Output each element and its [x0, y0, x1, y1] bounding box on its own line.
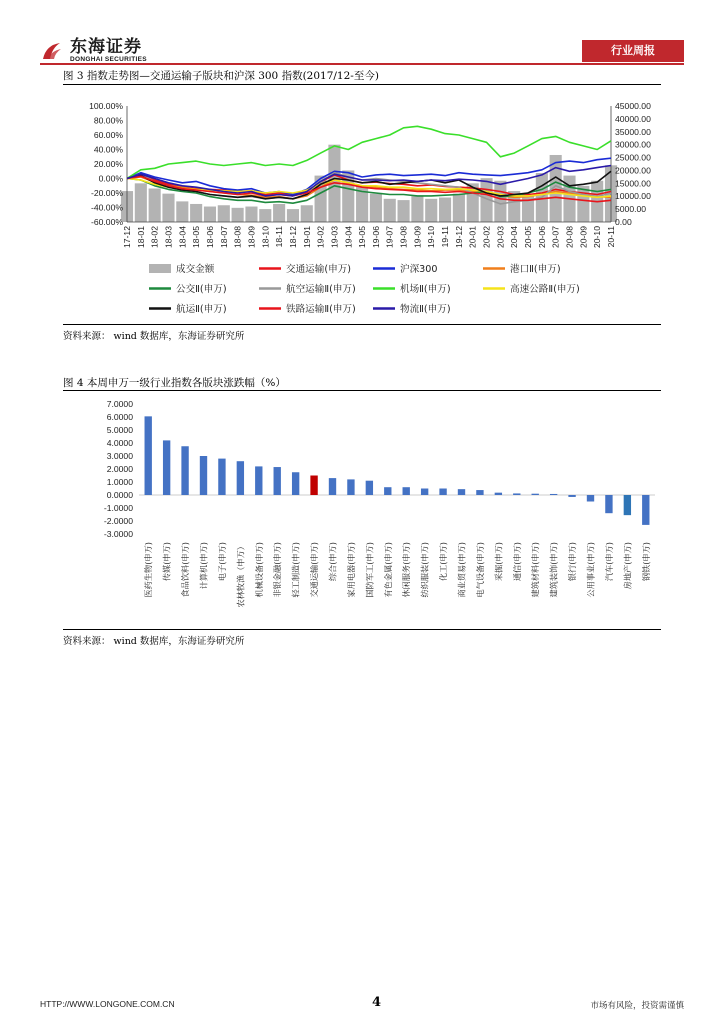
- logo-mark-icon: [40, 39, 64, 63]
- category-label: 机械设备(申万): [253, 542, 264, 598]
- y-right-tick-label: 5000.00: [615, 204, 647, 215]
- x-tick-label: 18-03: [163, 226, 174, 248]
- volume-bar: [577, 186, 589, 222]
- category-label: 交通运输(申万): [309, 542, 320, 598]
- figure4-bottom-rule: [63, 629, 661, 630]
- bar: [310, 476, 317, 496]
- x-tick-label: 18-07: [218, 226, 229, 248]
- x-tick-label: 20-05: [523, 226, 534, 248]
- y-right-tick-label: 10000.00: [615, 191, 651, 202]
- footer-url[interactable]: HTTP://WWW.LONGONE.COM.CN: [40, 999, 175, 1009]
- bar: [513, 493, 520, 495]
- category-label: 化工(申万): [438, 542, 449, 582]
- category-label: 非银金融(申万): [272, 542, 283, 598]
- legend-label: 铁路运输Ⅱ(申万): [286, 304, 356, 315]
- category-label: 采掘(申万): [493, 542, 504, 582]
- y-right-tick-label: 20000.00: [615, 165, 651, 176]
- y-right-tick-label: 0.00: [615, 217, 632, 227]
- y-right-tick-label: 25000.00: [615, 152, 651, 163]
- y-tick-label: 6.0000: [106, 412, 133, 422]
- y-right-tick-label: 45000.00: [615, 101, 651, 111]
- report-type-badge: 行业周报: [582, 40, 684, 62]
- x-tick-label: 18-02: [149, 226, 160, 248]
- figure4-bar-chart: [63, 392, 661, 630]
- category-label: 休闲服务(申万): [401, 542, 412, 598]
- y-left-tick-label: 20.00%: [93, 159, 123, 169]
- legend-label: 航运Ⅱ(申万): [176, 304, 227, 315]
- volume-bar: [273, 204, 285, 222]
- bar: [384, 487, 391, 495]
- x-tick-label: 19-03: [329, 226, 340, 248]
- volume-bar: [370, 194, 382, 222]
- x-tick-label: 20-08: [564, 226, 575, 248]
- volume-bar: [149, 188, 161, 222]
- x-tick-label: 18-06: [204, 226, 215, 248]
- legend-label: 航空运输Ⅱ(申万): [286, 284, 356, 295]
- volume-bar: [245, 207, 257, 222]
- bar: [347, 479, 354, 495]
- y-left-tick-label: 100.00%: [89, 101, 123, 111]
- category-label: 商业贸易(申万): [456, 542, 467, 598]
- category-label: 建筑材料(申万): [530, 542, 541, 598]
- y-tick-label: 2.0000: [106, 464, 133, 474]
- figure3-bottom-rule: [63, 324, 661, 325]
- bar: [145, 416, 152, 495]
- bar: [532, 494, 539, 495]
- bar: [181, 446, 188, 495]
- x-tick-label: 19-02: [315, 226, 326, 248]
- y-tick-label: -2.0000: [103, 516, 133, 526]
- category-label: 房地产(申万): [622, 542, 633, 590]
- legend-swatch: [149, 264, 171, 273]
- legend-label: 高速公路Ⅱ(申万): [510, 284, 580, 295]
- figure3-title: 图 3 指数走势图—交通运输子版块和沪深 300 指数(2017/12-至今): [63, 70, 379, 82]
- figure4-top-rule: [63, 390, 661, 391]
- bar: [476, 490, 483, 495]
- bar: [292, 472, 299, 495]
- figure3-top-rule: [63, 84, 661, 85]
- category-label: 国防军工(申万): [364, 542, 375, 598]
- x-tick-label: 18-08: [232, 226, 243, 248]
- x-tick-label: 19-09: [412, 226, 423, 248]
- y-right-tick-label: 30000.00: [615, 139, 651, 150]
- figure4-source: 资料来源： wind 数据库，东海证券研究所: [63, 636, 245, 647]
- bar: [605, 495, 612, 513]
- y-left-tick-label: -60.00%: [90, 217, 123, 227]
- x-tick-label: 18-04: [177, 226, 188, 248]
- category-label: 银行(申万): [567, 542, 578, 582]
- volume-bar: [384, 199, 396, 222]
- bar: [568, 495, 575, 497]
- volume-bar: [494, 181, 506, 222]
- y-tick-label: 0.0000: [106, 490, 133, 500]
- x-tick-label: 20-04: [509, 226, 520, 248]
- x-tick-label: 19-08: [398, 226, 409, 248]
- bar: [642, 495, 649, 525]
- volume-bar: [522, 194, 534, 222]
- volume-bar: [162, 194, 174, 222]
- page-header: [0, 0, 724, 70]
- y-right-tick-label: 40000.00: [615, 113, 651, 124]
- category-label: 综合(申万): [327, 542, 338, 582]
- category-label: 通信(申万): [511, 542, 522, 582]
- bar: [458, 489, 465, 495]
- company-name-cn: 东海证券: [70, 37, 142, 57]
- category-label: 建筑装饰(申万): [548, 542, 559, 598]
- volume-bar: [425, 199, 437, 222]
- x-tick-label: 18-10: [260, 226, 271, 248]
- figure4-title: 图 4 本周申万一级行业指数各版块涨跌幅（%）: [63, 377, 286, 389]
- bar: [255, 466, 262, 495]
- figure3-line-chart: [63, 86, 661, 322]
- legend-label: 沪深300: [400, 264, 438, 275]
- bar: [329, 478, 336, 495]
- x-tick-label: 20-01: [467, 226, 478, 248]
- y-tick-label: -1.0000: [103, 503, 133, 513]
- page-number: 4: [372, 995, 382, 1010]
- bar: [495, 493, 502, 495]
- y-left-tick-label: -40.00%: [90, 202, 123, 213]
- x-tick-label: 20-07: [550, 225, 561, 248]
- volume-bar: [232, 208, 244, 222]
- x-tick-label: 19-12: [453, 226, 464, 248]
- x-tick-label: 17-12: [122, 226, 132, 248]
- category-label: 电子(申万): [216, 542, 227, 582]
- x-tick-label: 20-06: [536, 226, 547, 248]
- x-tick-label: 19-05: [357, 226, 368, 248]
- x-tick-label: 18-12: [287, 226, 298, 248]
- category-label: 食品饮料(申万): [180, 542, 191, 598]
- volume-bar: [453, 194, 465, 222]
- bar: [200, 456, 207, 495]
- bar: [439, 489, 446, 496]
- y-tick-label: 3.0000: [106, 451, 133, 461]
- bar: [163, 440, 170, 495]
- bar: [237, 461, 244, 495]
- category-label: 电气设备(申万): [474, 542, 485, 598]
- risk-note: 市场有风险，投资需谨慎: [590, 1001, 684, 1011]
- volume-bar: [398, 200, 410, 222]
- legend-label: 物流Ⅱ(申万): [400, 304, 451, 315]
- volume-bar: [439, 198, 451, 222]
- bar: [587, 495, 594, 502]
- bar: [366, 481, 373, 495]
- x-tick-label: 19-11: [440, 226, 451, 248]
- category-label: 钢铁(申万): [640, 542, 651, 582]
- category-label: 公用事业(申万): [585, 542, 596, 598]
- legend-label: 公交Ⅱ(申万): [176, 284, 227, 295]
- category-label: 计算机(申万): [198, 542, 209, 590]
- x-tick-label: 19-07: [384, 226, 395, 248]
- header-divider: [40, 63, 684, 65]
- volume-bar: [204, 207, 216, 222]
- category-label: 纺织服装(申万): [419, 542, 430, 598]
- volume-bar: [259, 209, 271, 222]
- x-tick-label: 20-10: [592, 226, 603, 248]
- y-left-tick-label: 40.00%: [93, 144, 123, 155]
- bar: [403, 487, 410, 495]
- x-tick-label: 19-10: [426, 226, 437, 248]
- y-left-tick-label: 80.00%: [93, 115, 123, 126]
- volume-bar: [190, 204, 202, 222]
- y-right-tick-label: 35000.00: [615, 126, 651, 137]
- x-tick-label: 18-05: [191, 226, 202, 248]
- x-tick-label: 19-04: [343, 226, 354, 248]
- y-tick-label: -3.0000: [103, 529, 133, 539]
- y-tick-label: 4.0000: [106, 438, 133, 448]
- y-tick-label: 1.0000: [106, 477, 133, 487]
- category-label: 医药生物(申万): [143, 542, 154, 598]
- category-label: 轻工制造(申万): [290, 542, 301, 598]
- volume-bar: [135, 183, 147, 222]
- category-label: 传媒(申万): [161, 542, 172, 582]
- figure3-source: 资料来源： wind 数据库，东海证券研究所: [63, 331, 245, 342]
- x-tick-label: 18-09: [246, 226, 257, 248]
- legend-label: 交通运输(申万): [286, 264, 352, 275]
- y-tick-label: 5.0000: [106, 425, 133, 435]
- y-left-tick-label: 0.00%: [98, 173, 123, 184]
- legend-label: 港口Ⅱ(申万): [510, 264, 561, 275]
- volume-bar: [301, 205, 313, 222]
- bar: [624, 495, 631, 515]
- y-tick-label: 7.0000: [106, 399, 133, 409]
- x-tick-label: 20-09: [578, 226, 589, 248]
- legend-label: 机场Ⅱ(申万): [400, 284, 451, 295]
- bar: [218, 459, 225, 495]
- y-right-tick-label: 15000.00: [615, 178, 651, 189]
- bar: [550, 494, 557, 495]
- y-left-tick-label: 60.00%: [93, 130, 123, 140]
- volume-bar: [218, 205, 230, 222]
- category-label: 有色金属(申万): [382, 542, 393, 598]
- x-tick-label: 19-06: [370, 226, 381, 248]
- bar: [421, 489, 428, 496]
- category-label: 农林牧渔（申万）: [235, 542, 246, 608]
- x-tick-label: 19-01: [301, 226, 312, 248]
- y-left-tick-label: -20.00%: [90, 188, 123, 198]
- x-tick-label: 18-01: [135, 226, 146, 248]
- bar: [274, 467, 281, 495]
- volume-bar: [411, 196, 423, 222]
- volume-bar: [287, 209, 299, 222]
- x-tick-label: 20-11: [606, 226, 616, 248]
- volume-bar: [176, 201, 188, 222]
- company-name-en: DONGHAI SECURITIES: [70, 56, 147, 63]
- x-tick-label: 20-02: [481, 226, 492, 248]
- company-logo: [40, 38, 147, 63]
- x-tick-label: 18-11: [274, 226, 285, 248]
- category-label: 家用电器(申万): [345, 542, 356, 598]
- legend-label: 成交金额: [176, 264, 215, 275]
- category-label: 汽车(申万): [603, 542, 614, 582]
- x-tick-label: 20-03: [495, 226, 506, 248]
